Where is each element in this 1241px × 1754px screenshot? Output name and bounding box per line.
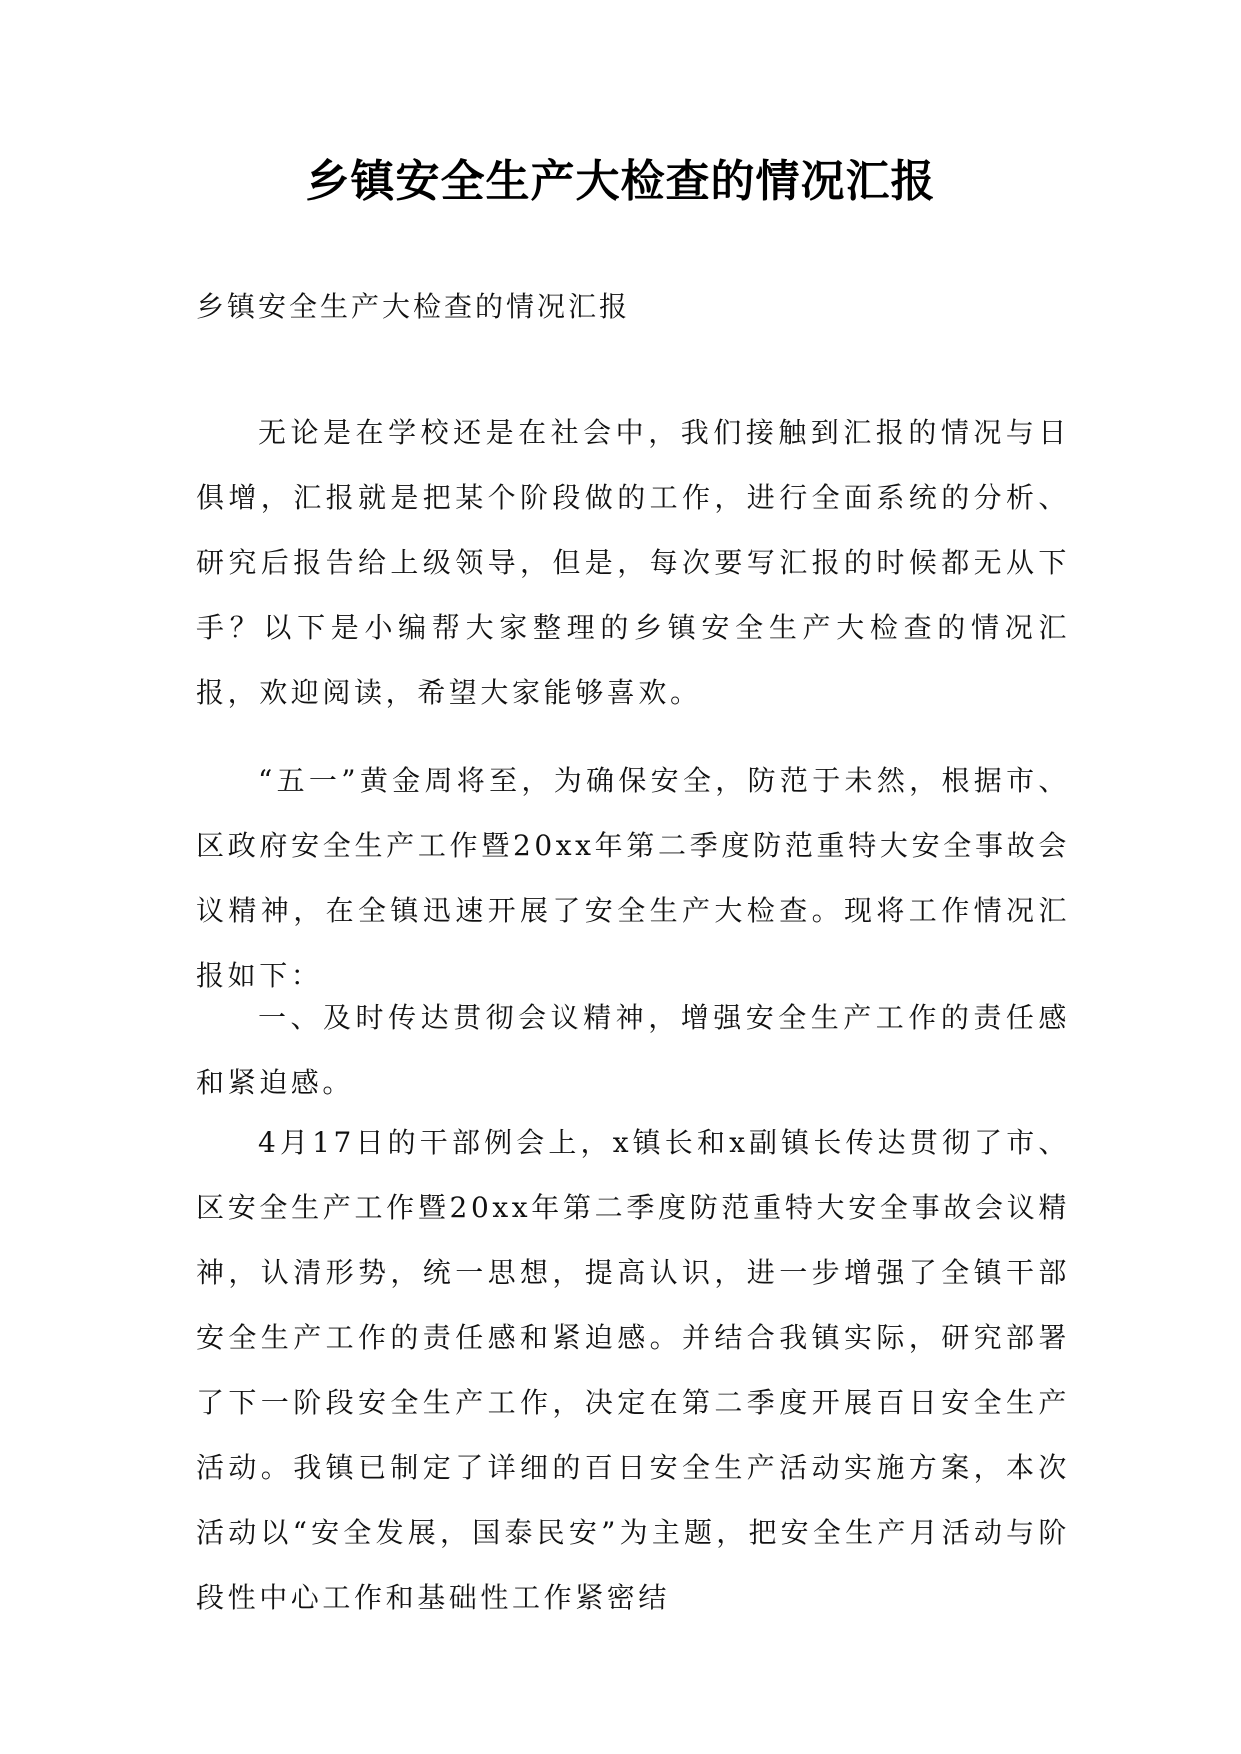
paragraph-section-one-body: 4月17日的干部例会上，x镇长和x副镇长传达贯彻了市、区安全生产工作暨20xx年第二季度防范重特大安全事故会议精神，认清形势，统一思想，提高认识，进一步增强了全镇干部安全生产工作的责任感和紧迫感。并结合我镇实际，研究部署了下一阶段安全生产工作，决定在第二季度开展百日安全生产活动。我镇已制定了详细的百日安全生产活动实施方案，本次活动以“安全发展，国泰民安”为主题，把安全生产月活动与阶段性中心工作和基础性工作紧密结 bbox=[196, 1126, 1070, 1614]
document-subtitle: 乡镇安全生产大检查的情况汇报 bbox=[196, 290, 631, 323]
paragraph-section-one-heading: 一、及时传达贯彻会议精神，增强安全生产工作的责任感和紧迫感。 bbox=[196, 1001, 1070, 1099]
document-title: 乡镇安全生产大检查的情况汇报 bbox=[305, 156, 936, 207]
paragraph-intro: 无论是在学校还是在社会中，我们接触到汇报的情况与日俱增，汇报就是把某个阶段做的工作，进行全面系统的分析、研究后报告给上级领导，但是，每次要写汇报的时候都无从下手？以下是小编帮大家整理的乡镇安全生产大检查的情况汇报，欢迎阅读，希望大家能够喜欢。 bbox=[196, 416, 1070, 709]
paragraph-overview: “五一”黄金周将至，为确保安全，防范于未然，根据市、区政府安全生产工作暨20xx年第二季度防范重特大安全事故会议精神，在全镇迅速开展了安全生产大检查。现将工作情况汇报如下： bbox=[196, 764, 1070, 992]
